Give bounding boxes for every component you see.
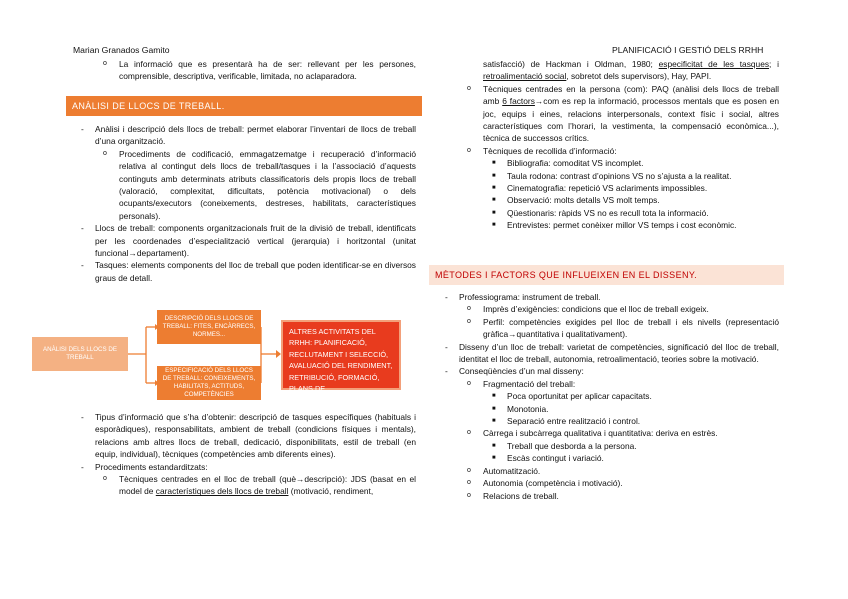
- list-item: - Procediments estandarditzats:: [81, 461, 208, 472]
- list-item: o Tècniques centrades en la persona (com): PAQ (anàlisi dels llocs de treball amb 6 factors→com es rep la informació, processos mentals que es posen en joc, equips i eines, relacions interpersonals, context físic i social, altres característiques com l’horari, la vestimenta, la compensació econòmica...), tècnica de successos crítics.: [467, 83, 780, 144]
- section-title-methods: MÈTODES I FACTORS QUE INFLUEIXEN EN EL DISSENY.: [429, 265, 784, 285]
- list-item: ■ Poca oportunitat per aplicar capacitats.: [492, 391, 652, 402]
- list-item: ■ Entrevistes: permet conèixer millor VS temps i cost econòmic.: [492, 220, 737, 231]
- list-item: o Automatització.: [467, 465, 541, 476]
- list-item: ■ Observació: molts detalls VS molt temps.: [492, 195, 660, 206]
- diagram-activities-box: ALTRES ACTIVITATS DEL RRHH: PLANIFICACIÓ, RECLUTAMENT I SELECCIÓ, AVALUACIÓ DEL RENDIMENT, RETRIBUCIÓ, FORMACIÓ, PLANS DE DESENVOLUPAMENT.: [281, 320, 401, 390]
- list-item: ■ Separació entre realització i control.: [492, 416, 641, 427]
- list-item: ■ Bibliografia: comoditat VS incomplet.: [492, 158, 644, 169]
- continuation-text: satisfacció) de Hackman i Oldman, 1980; especificitat de les tasques; i retroalimentació social, sobretot dels supervisors), Hay, PAPI.: [483, 59, 779, 82]
- list-item: - Tasques: elements components del lloc de treball que poden identificar-se en diversos graus de detall.: [81, 260, 416, 283]
- list-item: o Perfil: competències exigides pel lloc de treball i els nivells (representació gràfica→quantitativa i qualitativament).: [467, 316, 779, 340]
- list-item: o Relacions de treball.: [467, 490, 559, 501]
- diagram-root-box: ANÀLISI DELS LLOCS DE TREBALL: [32, 337, 128, 371]
- list-item: ■ Qüestionaris: ràpids VS no es recull tota la informació.: [492, 207, 709, 218]
- list-item: - Disseny d’un lloc de treball: varietat de competències, significació del lloc de treball, identitat el lloc de treball, autonomia, retroalimentació, teories sobre la motivació.: [445, 341, 779, 365]
- right-column-body: [437, 291, 779, 502]
- diagram-specification-box: ESPECIFICACIÓ DELS LLOCS DE TREBALL: CONEIXEMENTS, HABILITATS, ACTITUDS, COMPETÈNCIES: [157, 366, 261, 400]
- list-item: o Autonomia (competència i motivació).: [467, 478, 623, 489]
- list-item: ■ Cinematografia: repetició VS aclariments impossibles.: [492, 183, 708, 194]
- list-item: o Procediments de codificació, emmagatzematge i recuperació d’informació relativa al contingut dels llocs de treball/tasques i la l’associació d’aquests continguts amb determinats atributs classificatoris dels propis llocs de treball (valoració, complexitat, dificultats, potència motivacional) o dels ocupants/executors (coneixements, destreses, habilitats, característiques personals).: [103, 148, 416, 221]
- list-item: o Càrrega i subcàrrega qualitativa i quantitativa: deriva en estrès.: [467, 428, 718, 439]
- list-item: ■ Escàs contingut i variació.: [492, 453, 604, 464]
- section-title-analysis: ANÀLISI DE LLOCS DE TREBALL.: [66, 96, 422, 116]
- list-item: ■ Monotonia.: [492, 403, 549, 414]
- diagram-description-box: DESCRIPCIÓ DELS LLOCS DE TREBALL: FITES, ENCÀRRECS, NORMES...: [157, 310, 261, 344]
- list-item: o Tècniques de recollida d’informació:: [467, 145, 617, 156]
- list-item: o Imprès d’exigències: condicions que el lloc de treball exigeix.: [467, 304, 709, 315]
- left-column-lower: [73, 411, 416, 498]
- header-author: Marian Granados Gamito: [73, 45, 170, 55]
- intro-item: o La informació que es presentarà ha de ser: rellevant per les persones, comprensible, descriptiva, verificable, limitada, no aclaparadora.: [103, 59, 416, 82]
- header-title: PLANIFICACIÓ I GESTIÓ DELS RRHH: [612, 45, 764, 55]
- list-item: o Tècniques centrades en el lloc de treball (què→descripció): JDS (basat en el model de característiques dels llocs de treball (motivació, rendiment,: [103, 474, 416, 497]
- list-item: - Conseqüències d’un mal disseny:: [445, 366, 584, 377]
- list-item: - Professiograma: instrument de treball.: [445, 292, 601, 302]
- list-item: - Anàlisi i descripció dels llocs de treball: permet elaborar l’inventari de llocs de treball d’una organització.: [81, 124, 416, 147]
- list-item: - Tipus d’informació que s’ha d’obtenir: descripció de tasques específiques (habituals i esporàdiques), responsabilitats, ambient de treball (condicions físiques i mentals), relacions amb altres llocs de treball, dedicació, disponibilitats, estil de treball (en equip, individual), tècniques (competències amb diferents eines).: [81, 412, 416, 460]
- right-column: [437, 58, 779, 232]
- link-characteristics: característiques dels llocs de treball: [155, 486, 289, 497]
- list-item: - Llocs de treball: components organitzacionals fruit de la divisió de treball, identificats per les coordenades d’especialització vertical (jerarquia) i horitzontal (unitat funcional→departament).: [81, 223, 416, 259]
- list-item: ■ Treball que desborda a la persona.: [492, 440, 637, 451]
- list-item: o Fragmentació del treball:: [467, 378, 576, 389]
- list-item: ■ Taula rodona: contrast d’opinions VS no s’ajusta a la realitat.: [492, 170, 732, 181]
